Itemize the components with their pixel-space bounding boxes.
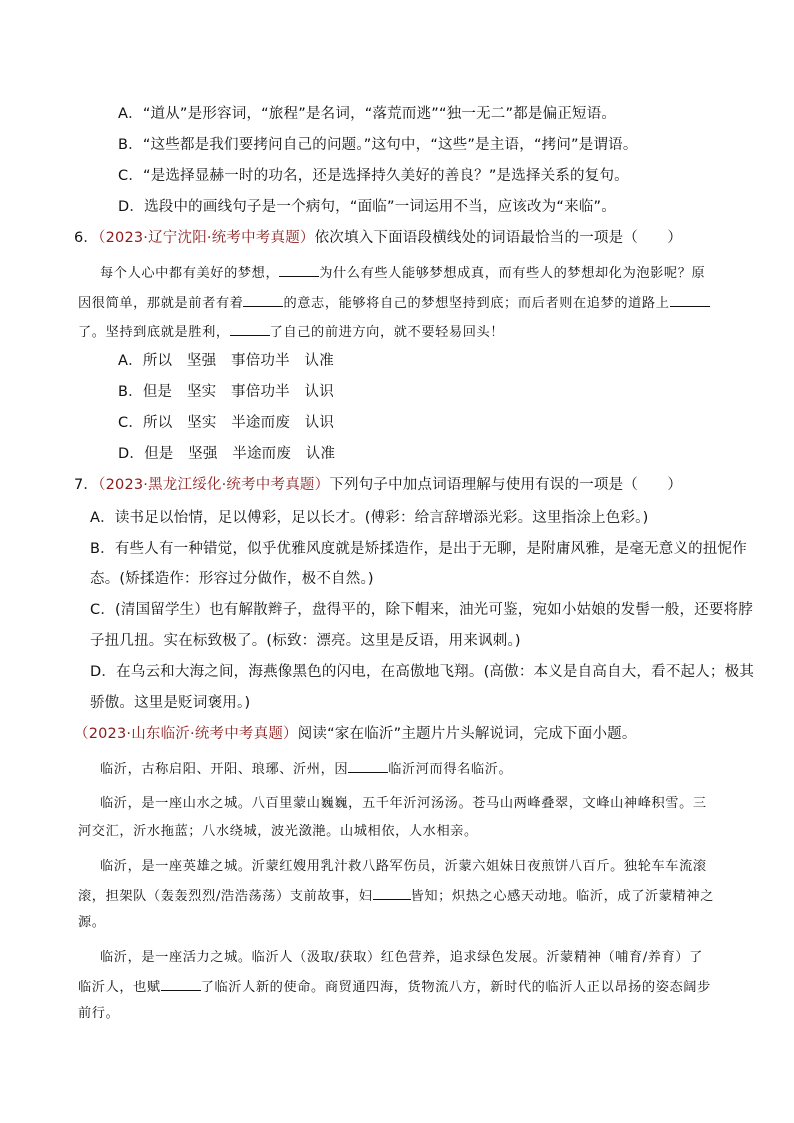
q5-option-d: D．选段中的画线句子是一个病句，“面临”一词运用不当，应该改为“来临”。	[118, 199, 616, 215]
q7-number: 7．	[74, 477, 99, 493]
q8-paragraph-4-line-1: 临沂，是一座活力之城。临沂人（汲取/获取）红色营养，追求绿色发展。沂蒙精神（哺育/养育）了	[100, 950, 703, 965]
q6-passage-line-2: 因很简单，那就是前者有着 的意志，能够将自己的梦想坚持到底；而后者则在追梦的道路上	[78, 292, 710, 314]
q6-number: 6．	[74, 230, 99, 246]
q7-option-d-line-2: 骄傲。这里是贬词褒用。)	[90, 695, 251, 711]
q7-option-c-line-1: C．(清国留学生）也有解散辫子，盘得平的，除下帽来，油光可鉴，宛如小姑娘的发髻一般，还要将脖	[90, 602, 753, 618]
q8-paragraph-1: 临沂，古称启阳、开阳、琅琊、沂州，因 临沂河而得名临沂。	[100, 758, 512, 780]
q6-source: （2023·辽宁沈阳·统考中考真题）	[98, 230, 315, 246]
q6-option-b: B．但是 坚实 事倍功半 认识	[118, 384, 334, 400]
q8-source: （2023·山东临沂·统考中考真题）	[74, 726, 298, 742]
q8-paragraph-3-line-2: 滚，担架队（轰轰烈烈/浩浩荡荡）支前故事，妇 皆知；炽热之心感天动地。临沂，成了沂蒙精神之	[78, 885, 714, 907]
q7-option-b-line-1: B．有些人有一种错觉，似乎优雅风度就是矫揉造作，是出于无聊，是附庸风雅，是毫无意义的扭怩作	[90, 541, 747, 557]
q7-stem: 下列句子中加点词语理解与使用有误的一项是（ ）	[329, 477, 683, 493]
q8-stem: 阅读“家在临沂”主题片片头解说词，完成下面小题。	[297, 726, 637, 742]
q8-blank-3	[161, 976, 201, 991]
q8-blank-1	[348, 758, 388, 773]
q8-blank-2	[373, 885, 411, 900]
q5-option-a: A．“道从”是形容词，“旅程”是名词，“落荒而逃”“独一无二”都是偏正短语。	[118, 106, 617, 122]
q8-paragraph-4-line-3: 前行。	[78, 1006, 120, 1021]
q6-option-d: D．但是 坚强 半途而废 认准	[118, 446, 336, 462]
q6-blank-2	[243, 292, 283, 307]
q7-option-a: A．读书足以怡情，足以傅彩，足以长才。(傅彩：给言辞增添光彩。这里指涂上色彩。)	[90, 510, 649, 526]
q7-source: （2023·黑龙江绥化·统考中考真题）	[98, 477, 330, 493]
q8-paragraph-3-line-3: 源。	[78, 915, 106, 930]
q8-paragraph-2-line-2: 河交汇，沂水拖蓝；八水绕城，波光潋滟。山城相依，人水相亲。	[78, 824, 478, 839]
q6-header	[74, 228, 682, 248]
q6-stem: 依次填入下面语段横线处的词语最恰当的一项是（ ）	[314, 230, 683, 246]
q8-paragraph-2-line-1: 临沂，是一座山水之城。八百里蒙山巍巍，五千年沂河汤汤。苍马山两峰叠翠，文峰山神峰积雪。三	[100, 796, 707, 811]
q6-blank-3	[670, 292, 710, 307]
q7-option-b-line-2: 态。(矫揉造作：形容过分做作，极不自然。)	[90, 571, 374, 587]
q6-passage-line-1: 每个人心中都有美好的梦想， 为什么有些人能够梦想成真，而有些人的梦想却化为泡影呢？原	[100, 262, 705, 284]
q6-option-a: A．所以 坚强 事倍功半 认准	[118, 353, 334, 369]
q5-option-c: C．“是选择显赫一时的功名，还是选择持久美好的善良？”是选择关系的复句。	[118, 168, 629, 184]
q6-blank-1	[279, 262, 319, 277]
q6-passage-line-3: 了。坚持到底就是胜利， 了自己的前进方向，就不要轻易回头！	[78, 321, 504, 343]
q7-header	[74, 475, 682, 495]
q8-paragraph-3-line-1: 临沂，是一座英雄之城。沂蒙红嫂用乳汁救八路军伤员，沂蒙六姐妹日夜煎饼八百斤。独轮车车流滚	[100, 859, 707, 874]
q5-option-b: B．“这些都是我们要拷问自己的问题。”这句中，“这些”是主语，“拷问”是谓语。	[118, 137, 638, 153]
q6-blank-4	[230, 321, 270, 336]
q6-option-c: C．所以 坚实 半途而废 认识	[118, 415, 335, 431]
q8-paragraph-4-line-2: 临沂人，也赋 了临沂人新的使命。商贸通四海，货物流八方，新时代的临沂人正以昂扬的姿态阔步	[78, 976, 711, 998]
q7-option-d-line-1: D．在乌云和大海之间，海燕像黑色的闪电，在高傲地飞翔。(高傲：本义是自高自大，看不起人；极其	[90, 664, 755, 680]
q7-option-c-line-2: 子扭几扭。实在标致极了。(标致：漂亮。这里是反语，用来讽刺。)	[90, 633, 521, 649]
q8-header	[74, 724, 637, 744]
